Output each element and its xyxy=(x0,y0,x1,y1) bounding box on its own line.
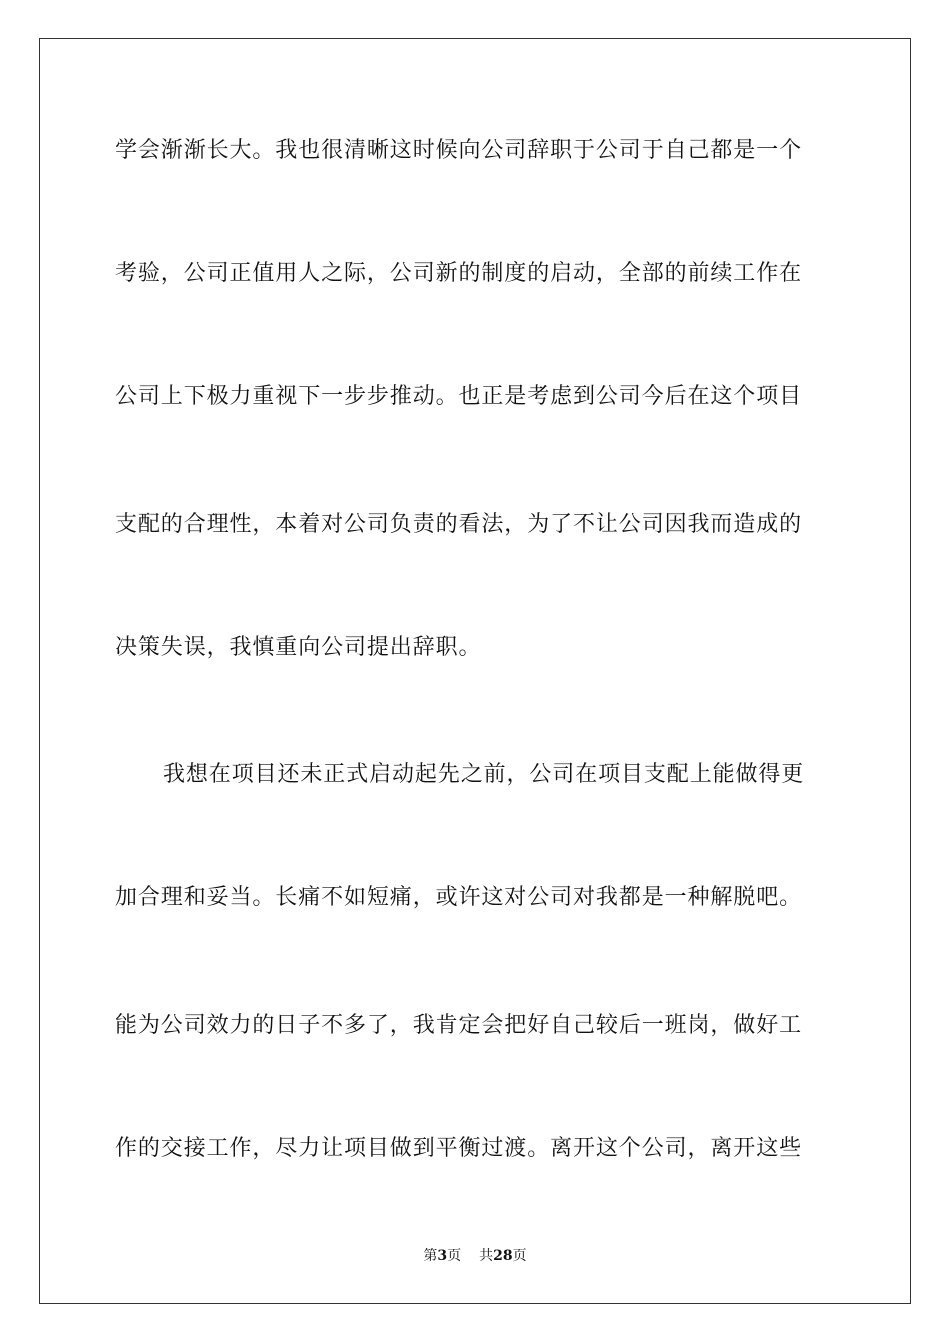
footer-total-suffix: 页 xyxy=(512,1248,527,1264)
page-border xyxy=(39,38,911,1304)
footer-page-prefix: 第 xyxy=(423,1248,438,1264)
body-line-8: 能为公司效力的日子不多了，我肯定会把好自己较后一班岗，做好工 xyxy=(115,1013,803,1038)
body-line-4: 支配的合理性，本着对公司负责的看法，为了不让公司因我而造成的 xyxy=(115,512,803,537)
body-line-2: 考验，公司正值用人之际，公司新的制度的启动，全部的前续工作在 xyxy=(115,261,803,286)
footer-page-number: 3 xyxy=(437,1248,448,1264)
footer-page-suffix: 页 xyxy=(447,1248,462,1264)
body-line-5: 决策失误，我慎重向公司提出辞职。 xyxy=(115,635,482,660)
body-line-9: 作的交接工作，尽力让项目做到平衡过渡。离开这个公司，离开这些 xyxy=(115,1136,803,1161)
footer-total-prefix: 共 xyxy=(479,1248,494,1264)
body-line-1: 学会渐渐长大。我也很清晰这时候向公司辞职于公司于自己都是一个 xyxy=(115,138,803,163)
body-line-7: 加合理和妥当。长痛不如短痛，或许这对公司对我都是一种解脱吧。 xyxy=(115,885,803,910)
body-line-3: 公司上下极力重视下一步步推动。也正是考虑到公司今后在这个项目 xyxy=(115,384,803,409)
page-footer xyxy=(0,1247,950,1265)
footer-total-pages: 28 xyxy=(493,1248,513,1264)
body-line-6-paragraph-start: 我想在项目还未正式启动起先之前，公司在项目支配上能做得更 xyxy=(163,762,805,787)
